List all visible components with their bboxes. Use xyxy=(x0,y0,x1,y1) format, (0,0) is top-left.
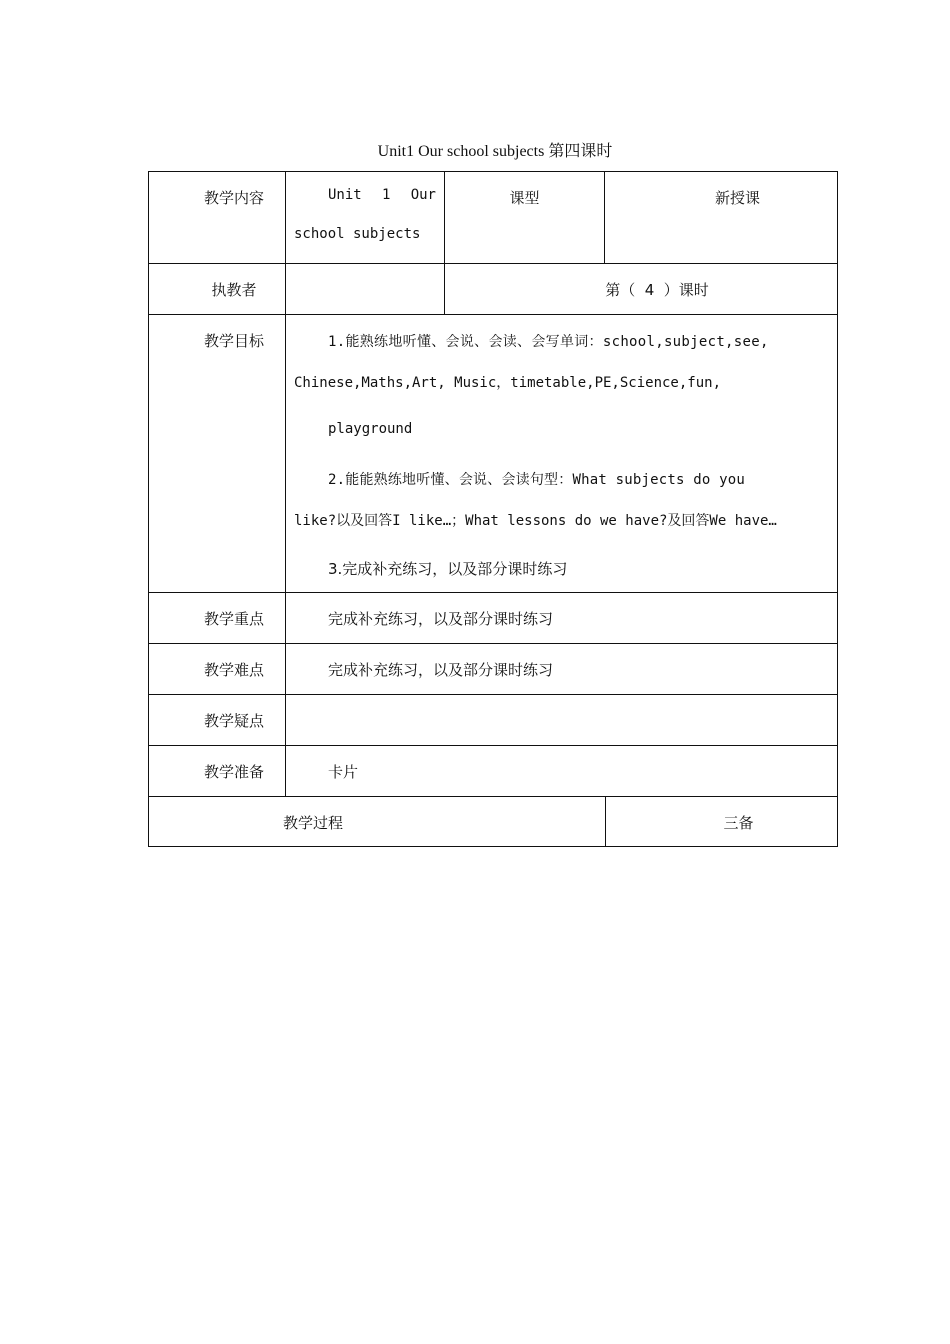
objective-item-1-cont: playground xyxy=(328,421,413,437)
preparation-label: 教学准备 xyxy=(203,763,264,781)
table-divider xyxy=(148,592,838,593)
table-divider xyxy=(285,171,286,796)
content-word: 1 xyxy=(381,187,391,203)
content-value-line1 xyxy=(294,187,436,203)
table-border xyxy=(148,171,149,847)
objective-item-1: 1.能熟练地听懂、会说、会读、会写单词：school,subject,see, xyxy=(328,334,769,350)
doubts-label: 教学疑点 xyxy=(203,712,264,730)
lesson-plan-table xyxy=(148,171,838,847)
content-label: 教学内容 xyxy=(203,189,264,207)
difficulties-label: 教学难点 xyxy=(203,661,264,679)
objective-item-1-cont: Chinese,Maths,Art, Music，timetable,PE,Science,fun, xyxy=(294,375,722,391)
objectives-label: 教学目标 xyxy=(203,332,264,350)
content-value-line2: school subjects xyxy=(294,226,421,242)
table-border xyxy=(148,846,838,847)
objective-item-3: 3.完成补充练习，以及部分课时练习 xyxy=(328,560,568,578)
table-divider xyxy=(148,694,838,695)
content-word: Unit xyxy=(328,187,362,203)
table-border xyxy=(148,171,838,172)
table-border xyxy=(837,171,838,847)
table-divider xyxy=(148,314,838,315)
key-points-label: 教学重点 xyxy=(203,610,264,628)
key-points-value: 完成补充练习，以及部分课时练习 xyxy=(328,610,554,628)
preparation-value: 卡片 xyxy=(328,763,359,781)
table-divider xyxy=(148,263,838,264)
table-divider xyxy=(148,745,838,746)
type-label: 课型 xyxy=(509,189,540,207)
objective-item-2-cont: like?以及回答I like…；What lessons do we have?及回答We have… xyxy=(294,513,777,529)
notes-label: 三备 xyxy=(723,814,754,832)
content-word: Our xyxy=(410,187,436,203)
difficulties-value: 完成补充练习，以及部分课时练习 xyxy=(328,661,554,679)
objective-item-2: 2.能能熟练地听懂、会说、会读句型：What subjects do you xyxy=(328,472,746,488)
table-divider xyxy=(148,796,838,797)
content-value xyxy=(294,187,436,242)
table-divider xyxy=(604,171,605,263)
process-label: 教学过程 xyxy=(282,814,343,832)
document-title: Unit1 Our school subjects 第四课时 xyxy=(377,143,613,160)
lesson-period: 第（ 4 ）课时 xyxy=(605,281,709,299)
table-divider xyxy=(148,643,838,644)
teacher-label: 执教者 xyxy=(211,281,257,299)
type-value: 新授课 xyxy=(714,189,760,207)
